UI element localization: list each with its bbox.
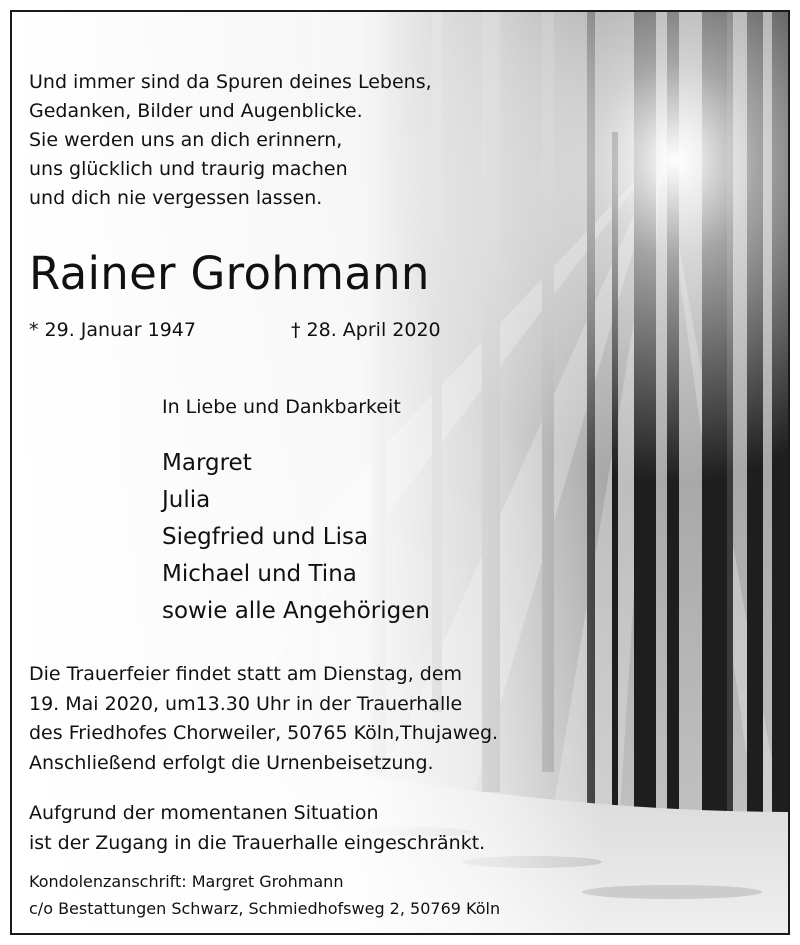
- condolence-address: [29, 868, 500, 922]
- mourner: Siegfried und Lisa: [162, 524, 369, 550]
- thanks-line: In Liebe und Dankbarkeit: [162, 396, 401, 418]
- life-dates: [29, 315, 589, 345]
- mourner: Michael und Tina: [162, 561, 357, 587]
- ceremony-line: Anschließend erfolgt die Urnenbeisetzung.: [29, 751, 434, 774]
- access-notice: [29, 798, 485, 858]
- deceased-name: Rainer Grohmann: [29, 247, 430, 300]
- birth-date: * 29. Januar 1947: [29, 319, 196, 341]
- condolence-line: Kondolenzanschrift: Margret Grohmann: [29, 872, 344, 891]
- notice-line: ist der Zugang in die Trauerhalle eingeschränkt.: [29, 832, 486, 854]
- poem-line: Und immer sind da Spuren deines Lebens,: [29, 71, 432, 93]
- mourner: Margret: [162, 450, 252, 476]
- obituary-frame: [10, 10, 790, 935]
- mourner: sowie alle Angehörigen: [162, 598, 430, 624]
- poem-line: Sie werden uns an dich erinnern,: [29, 129, 343, 151]
- ceremony-info: [29, 660, 498, 778]
- death-date: † 28. April 2020: [291, 319, 441, 341]
- ceremony-line: des Friedhofes Chorweiler, 50765 Köln,Thujaweg.: [29, 722, 499, 744]
- condolence-line: c/o Bestattungen Schwarz, Schmiedhofsweg 2, 50769 Köln: [29, 899, 501, 918]
- notice-line: Aufgrund der momentanen Situation: [29, 802, 379, 824]
- poem-line: uns glücklich und traurig machen: [29, 158, 348, 180]
- ceremony-line: Die Trauerfeier findet statt am Dienstag, dem: [29, 663, 463, 685]
- poem-line: Gedanken, Bilder und Augenblicke.: [29, 100, 363, 122]
- ceremony-line: 19. Mai 2020, um13.30 Uhr in der Trauerhalle: [29, 692, 463, 715]
- memorial-poem: [29, 68, 432, 213]
- mourners-list: [162, 445, 430, 630]
- mourner: Julia: [162, 487, 211, 513]
- poem-line: und dich nie vergessen lassen.: [29, 187, 323, 209]
